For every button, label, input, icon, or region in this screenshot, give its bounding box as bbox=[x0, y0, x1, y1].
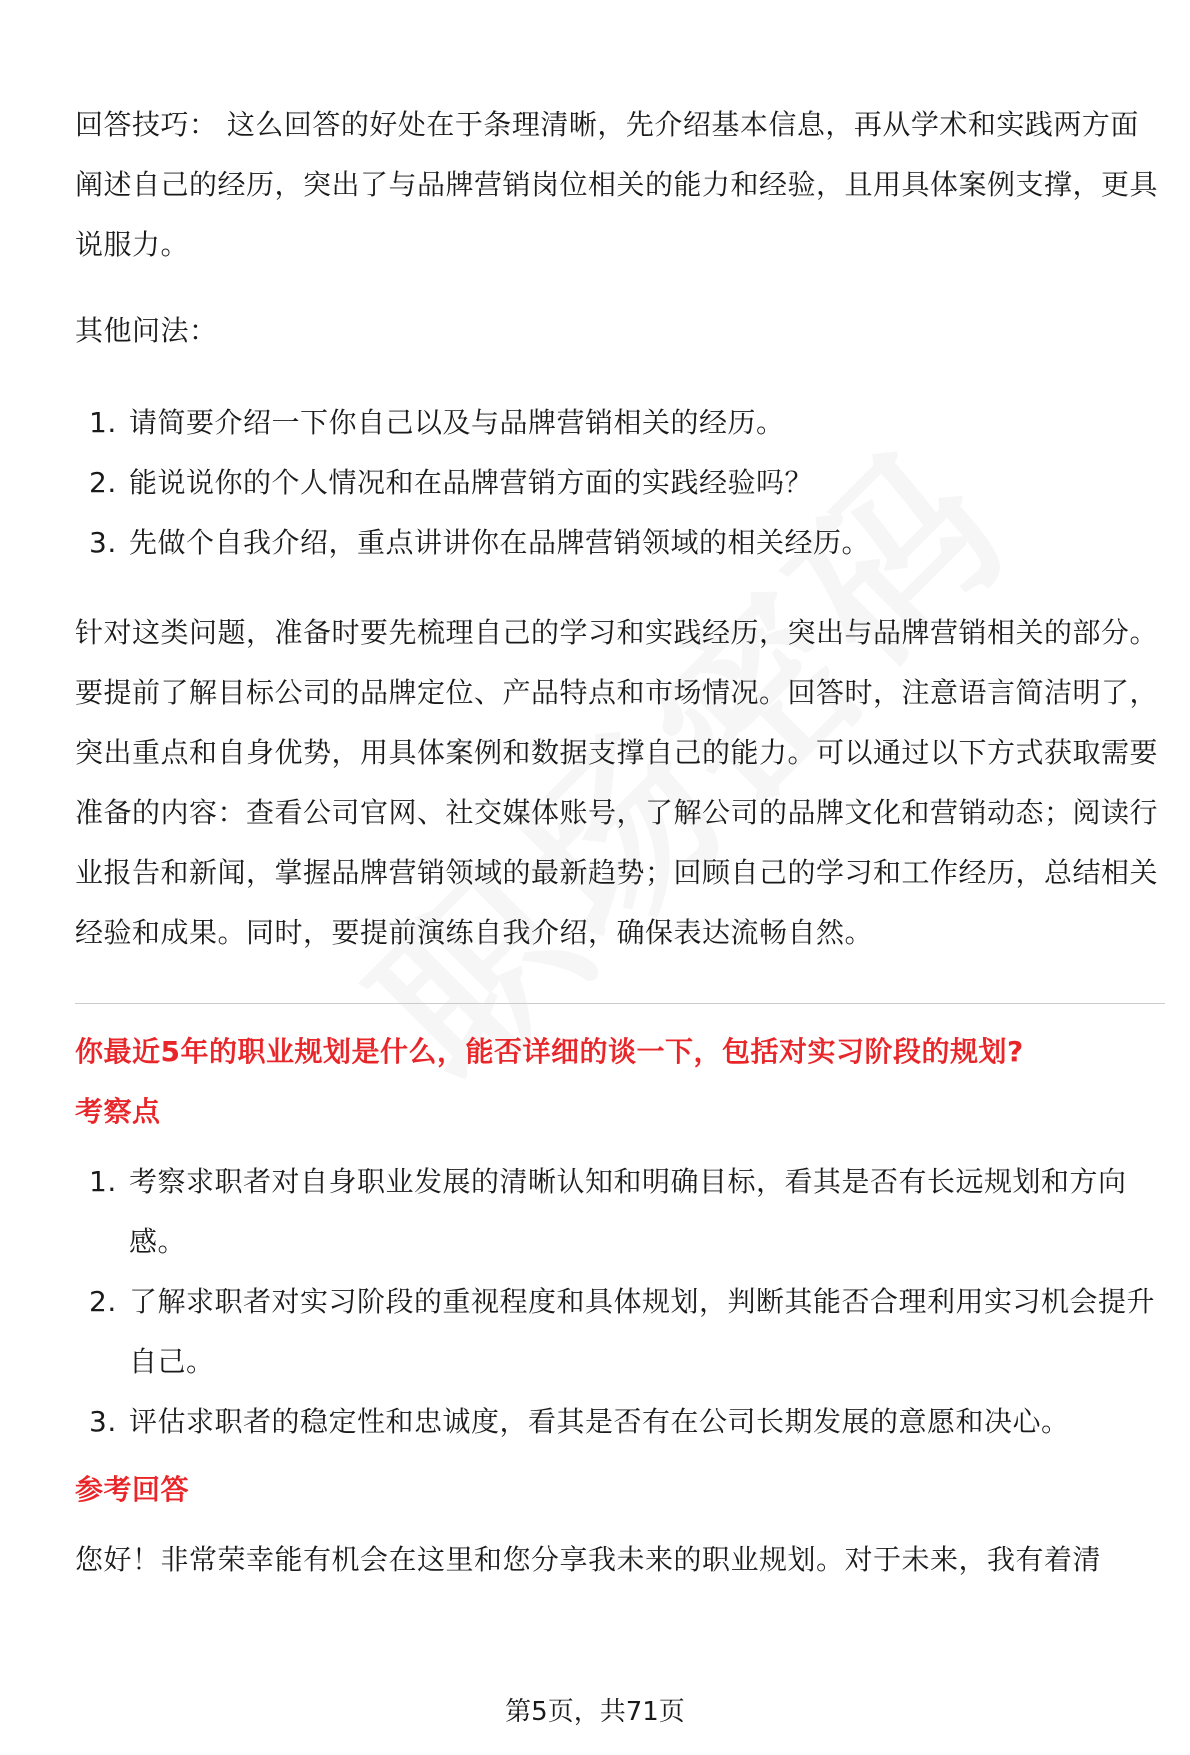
section-divider bbox=[75, 1003, 1165, 1004]
other-questions-list bbox=[75, 393, 1165, 573]
list-text: 能说说你的个人情况和在品牌营销方面的实践经验吗？ bbox=[129, 466, 814, 499]
list-item bbox=[75, 1272, 1165, 1392]
focus-points-list bbox=[75, 1152, 1165, 1452]
list-text: 评估求职者的稳定性和忠诚度，看其是否有在公司长期发展的意愿和决心。 bbox=[129, 1405, 1070, 1438]
list-item bbox=[75, 393, 1165, 453]
list-item bbox=[75, 1392, 1165, 1452]
question-heading: 你最近5年的职业规划是什么，能否详细的谈一下，包括对实习阶段的规划? bbox=[75, 1035, 1024, 1068]
advice-paragraph: 针对这类问题，准备时要先梳理自己的学习和实践经历，突出与品牌营销相关的部分。要提前了解目标公司的品牌定位、产品特点和市场情况。回答时，注意语言简洁明了，突出重点和自身优势，用具体案例和数据支撑自己的能力。可以通过以下方式获取需要准备的内容：查看公司官网、社交媒体账号，了解公司的品牌文化和营销动态；阅读行业报告和新闻，掌握品牌营销领域的最新趋势；回顾自己的学习和工作经历，总结相关经验和成果。同时，要提前演练自我介绍，确保表达流畅自然。 bbox=[75, 616, 1159, 949]
page-number: 第5页，共71页 bbox=[505, 1697, 685, 1727]
list-text: 考察求职者对自身职业发展的清晰认知和明确目标，看其是否有长远规划和方向感。 bbox=[129, 1165, 1127, 1258]
list-text: 请简要介绍一下你自己以及与品牌营销相关的经历。 bbox=[129, 406, 785, 439]
list-number: 3. bbox=[89, 1405, 117, 1438]
list-number: 3. bbox=[89, 526, 117, 559]
list-item bbox=[75, 453, 1165, 513]
list-number: 2. bbox=[89, 1285, 117, 1318]
page-content bbox=[75, 95, 1165, 1590]
list-item bbox=[75, 513, 1165, 573]
list-number: 1. bbox=[89, 406, 117, 439]
list-text: 了解求职者对实习阶段的重视程度和具体规划，判断其能否合理利用实习机会提升自己。 bbox=[129, 1285, 1156, 1378]
answer-tip: 回答技巧： 这么回答的好处在于条理清晰，先介绍基本信息，再从学术和实践两方面阐述自己的经历，突出了与品牌营销岗位相关的能力和经验，且用具体案例支撑，更具说服力。 bbox=[75, 108, 1159, 261]
list-number: 2. bbox=[89, 466, 117, 499]
reference-answer: 您好！非常荣幸能有机会在这里和您分享我未来的职业规划。对于未来，我有着清 bbox=[75, 1543, 1102, 1576]
list-number: 1. bbox=[89, 1165, 117, 1198]
reference-title: 参考回答 bbox=[75, 1473, 190, 1506]
list-item bbox=[75, 1152, 1165, 1272]
list-text: 先做个自我介绍，重点讲讲你在品牌营销领域的相关经历。 bbox=[129, 526, 871, 559]
focus-title: 考察点 bbox=[75, 1095, 161, 1128]
other-questions-title: 其他问法： bbox=[75, 314, 218, 347]
